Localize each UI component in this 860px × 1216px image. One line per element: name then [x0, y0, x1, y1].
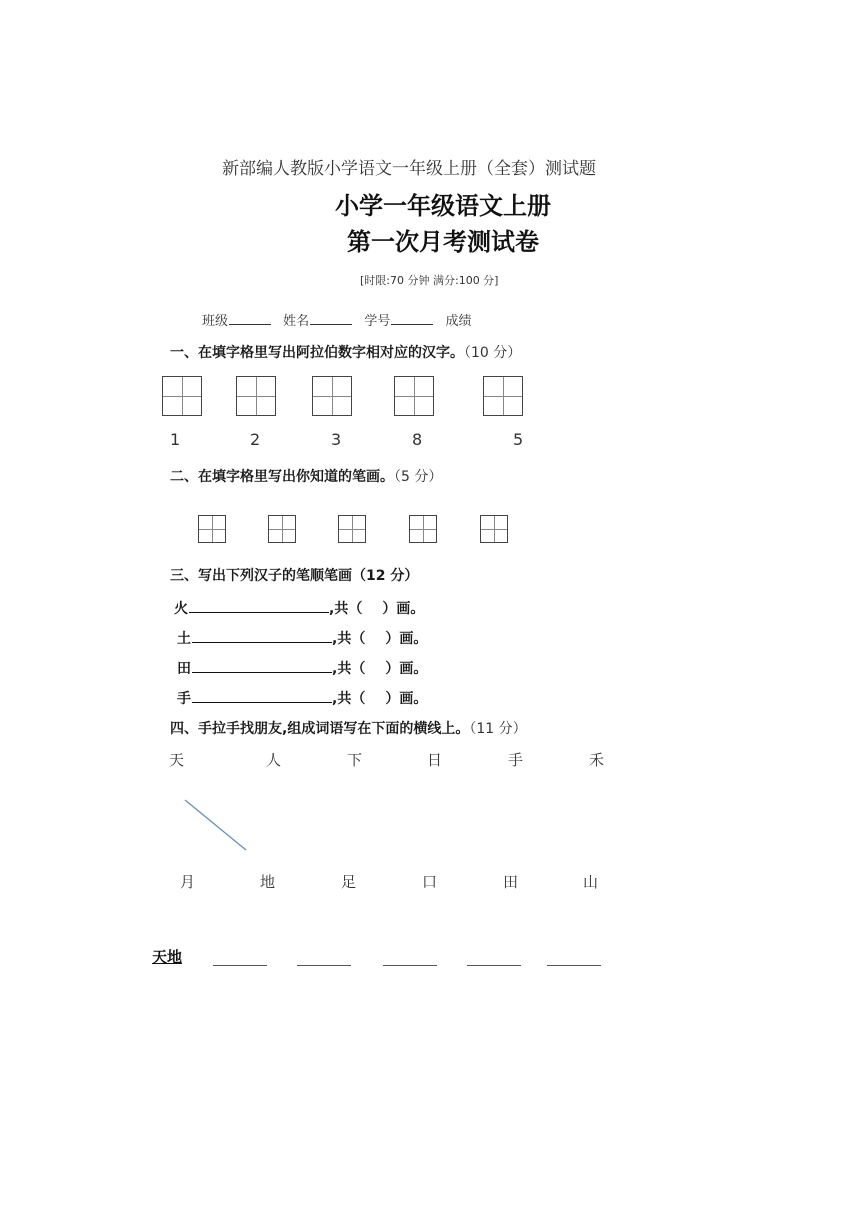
- match-char-top[interactable]: 手: [508, 751, 524, 769]
- match-char-top[interactable]: 禾: [589, 751, 605, 769]
- match-char-bottom[interactable]: 月: [180, 873, 196, 891]
- stroke-order-row: [177, 688, 427, 708]
- number-label: 3: [331, 430, 342, 449]
- stroke-order-row: [177, 628, 427, 648]
- paper-subtitle: 新部编人教版小学语文一年级上册（全套）测试题: [222, 159, 596, 179]
- stroke-grid-box[interactable]: [480, 515, 508, 543]
- id-label: 学号: [364, 314, 391, 329]
- writing-grid-box[interactable]: [483, 376, 523, 416]
- class-blank[interactable]: [229, 312, 271, 325]
- writing-grid-box[interactable]: [236, 376, 276, 416]
- answer-blank[interactable]: [467, 965, 521, 966]
- count-suffix: ）画。: [385, 691, 428, 707]
- match-char-bottom[interactable]: 足: [341, 873, 357, 891]
- writing-grid-box[interactable]: [394, 376, 434, 416]
- example-answer: 天地: [152, 948, 183, 966]
- connector-line: [180, 790, 260, 860]
- count-prefix: ,共（: [332, 661, 366, 677]
- stroke-order-blank[interactable]: [189, 598, 329, 613]
- section2-title: 二、在填字格里写出你知道的笔画。: [170, 469, 394, 485]
- match-char-bottom[interactable]: 田: [503, 873, 519, 891]
- count-suffix: ）画。: [385, 631, 428, 647]
- count-prefix: ,共（: [332, 691, 366, 707]
- name-blank[interactable]: [310, 312, 352, 325]
- time-limit: [时限:70 分钟 满分:100 分]: [360, 274, 499, 287]
- stroke-grid-box[interactable]: [268, 515, 296, 543]
- section2-points: （5 分）: [394, 469, 443, 485]
- match-char-bottom[interactable]: 地: [260, 873, 276, 891]
- section4-heading: [170, 718, 527, 738]
- score-label: 成绩: [445, 314, 472, 329]
- writing-grid-box[interactable]: [312, 376, 352, 416]
- answer-blank[interactable]: [213, 965, 267, 966]
- class-label: 班级: [202, 314, 229, 329]
- stroke-order-blank[interactable]: [192, 628, 332, 643]
- match-char-bottom[interactable]: 口: [422, 873, 438, 891]
- section2-heading: [170, 466, 442, 486]
- student-info-row: [202, 310, 471, 329]
- writing-grid-box[interactable]: [162, 376, 202, 416]
- match-char-top[interactable]: 日: [427, 751, 443, 769]
- count-suffix: ）画。: [382, 601, 425, 617]
- stroke-grid-box[interactable]: [409, 515, 437, 543]
- number-label: 5: [513, 430, 524, 449]
- answer-blank[interactable]: [383, 965, 437, 966]
- section4-title: 四、手拉手找朋友,组成词语写在下面的横线上。: [170, 721, 470, 737]
- name-label: 姓名: [283, 314, 310, 329]
- stroke-order-blank[interactable]: [192, 688, 332, 703]
- id-blank[interactable]: [391, 312, 433, 325]
- number-label: 8: [412, 430, 423, 449]
- answer-blank[interactable]: [547, 965, 601, 966]
- match-char-top[interactable]: 天: [169, 751, 185, 769]
- count-suffix: ）画。: [385, 661, 428, 677]
- match-char-bottom[interactable]: 山: [583, 873, 599, 891]
- section4-points: （11 分）: [469, 721, 527, 737]
- stroke-grid-box[interactable]: [338, 515, 366, 543]
- paper-title-line1: 小学一年级语文上册: [335, 192, 551, 220]
- match-char-top[interactable]: 人: [266, 751, 282, 769]
- number-label: 2: [250, 430, 261, 449]
- count-prefix: ,共（: [329, 601, 363, 617]
- number-label: 1: [170, 430, 181, 449]
- stroke-char: 田: [177, 661, 191, 677]
- stroke-char: 土: [177, 631, 191, 647]
- answer-blank[interactable]: [297, 965, 351, 966]
- count-prefix: ,共（: [332, 631, 366, 647]
- stroke-char: 手: [177, 691, 191, 707]
- stroke-grid-box[interactable]: [198, 515, 226, 543]
- stroke-char: 火: [174, 601, 188, 617]
- stroke-order-row: [177, 658, 427, 678]
- section1-points: （10 分）: [464, 345, 522, 361]
- section1-heading: [170, 342, 521, 362]
- section1-title: 一、在填字格里写出阿拉伯数字相对应的汉字。: [170, 345, 464, 361]
- paper-title-line2: 第一次月考测试卷: [347, 228, 539, 256]
- section3-heading: 三、写出下列汉子的笔顺笔画（12 分）: [170, 568, 419, 584]
- match-char-top[interactable]: 下: [347, 751, 363, 769]
- stroke-order-blank[interactable]: [192, 658, 332, 673]
- stroke-order-row: [174, 598, 424, 618]
